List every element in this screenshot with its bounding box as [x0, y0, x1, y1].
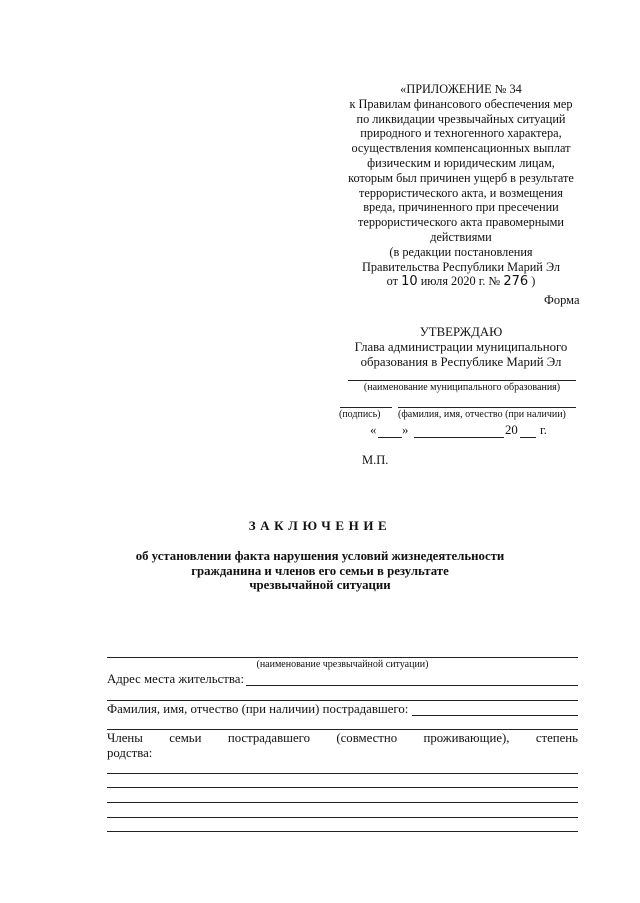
members-word: семьи	[169, 731, 202, 745]
revision-date	[330, 274, 592, 290]
address-line[interactable]	[246, 685, 578, 686]
appendix-line: террористического акта правомерными	[357, 215, 565, 230]
members-entry-line[interactable]	[107, 802, 578, 803]
date-month-year: июля 2020 г. №	[420, 274, 501, 289]
members-line-2: родства:	[107, 746, 153, 760]
appendix-line: террористического акта, и возмещения	[359, 185, 563, 200]
subtitle-line: гражданина и членов его семьи в результате	[191, 563, 449, 578]
members-word: (совместно	[336, 731, 398, 745]
appendix-line: действиями	[430, 229, 492, 244]
signature-line[interactable]	[340, 407, 392, 408]
appendix-line: (в редакции постановления	[389, 244, 533, 259]
subtitle-line: чрезвычайной ситуации	[249, 578, 391, 593]
appendix-line: вреда, причиненного при пресечении	[363, 200, 559, 215]
appendix-header	[330, 82, 592, 290]
members-word: степень	[535, 731, 578, 745]
approval-block	[330, 325, 592, 370]
appendix-line: осуществления компенсационных выплат	[351, 141, 571, 156]
emergency-name-line[interactable]	[107, 657, 578, 658]
appendix-line: природного и техногенного характера,	[360, 126, 562, 141]
address-line-2[interactable]	[107, 700, 578, 701]
victim-name-line-2[interactable]	[107, 729, 578, 730]
appendix-line: которым был причинен ущерб в результате	[348, 170, 574, 185]
fio-caption: (фамилия, имя, отчество (при наличии)	[398, 409, 566, 420]
approval-line: Глава администрации муниципального	[354, 340, 568, 354]
victim-name-line[interactable]	[412, 715, 578, 716]
members-entry-line[interactable]	[107, 773, 578, 774]
year-prefix: 20	[505, 423, 518, 437]
appendix-line: к Правилам финансового обеспечения мер	[349, 96, 573, 111]
appendix-line: физическим и юридическим лицам,	[367, 155, 555, 170]
emergency-caption: (наименование чрезвычайной ситуации)	[256, 659, 429, 670]
form-label: Форма	[544, 293, 580, 307]
approval-line: образования в Республике Марий Эл	[360, 355, 562, 369]
members-entry-line[interactable]	[107, 831, 578, 832]
day-blank[interactable]	[378, 437, 402, 438]
open-quote: «	[370, 423, 377, 437]
members-row	[107, 731, 578, 746]
subtitle-line: об установлении факта нарушения условий жизнедеятельности	[135, 549, 505, 563]
document-subtitle	[0, 549, 640, 593]
address-label: Адрес места жительства:	[107, 672, 244, 686]
members-word: пострадавшего	[227, 731, 311, 745]
municipality-caption: (наименование муниципального образования)	[363, 382, 561, 393]
appendix-line: «ПРИЛОЖЕНИЕ № 34	[400, 82, 522, 96]
approval-title: УТВЕРЖДАЮ	[419, 325, 503, 339]
date-prefix: от	[386, 274, 399, 289]
members-word: Члены	[107, 731, 143, 745]
appendix-line: по ликвидации чрезвычайных ситуаций	[356, 111, 566, 126]
year-suffix: г.	[540, 423, 548, 437]
date-number: 276	[503, 274, 529, 290]
signature-caption: (подпись)	[339, 409, 381, 420]
appendix-line: Правительства Республики Марий Эл	[361, 259, 561, 274]
members-entry-line[interactable]	[107, 787, 578, 788]
document-title: ЗАКЛЮЧЕНИЕ	[248, 518, 392, 533]
victim-label: Фамилия, имя, отчество (при наличии) пострадавшего:	[107, 702, 409, 716]
date-day: 10	[401, 274, 418, 290]
close-quote: »	[402, 423, 409, 437]
year-blank[interactable]	[520, 437, 536, 438]
month-blank[interactable]	[414, 437, 504, 438]
members-word: проживающие),	[423, 731, 510, 745]
stamp-place: М.П.	[362, 453, 389, 467]
date-suffix: )	[531, 274, 536, 289]
members-entry-line[interactable]	[107, 817, 578, 818]
municipality-line[interactable]	[348, 380, 576, 381]
fio-line[interactable]	[398, 407, 576, 408]
